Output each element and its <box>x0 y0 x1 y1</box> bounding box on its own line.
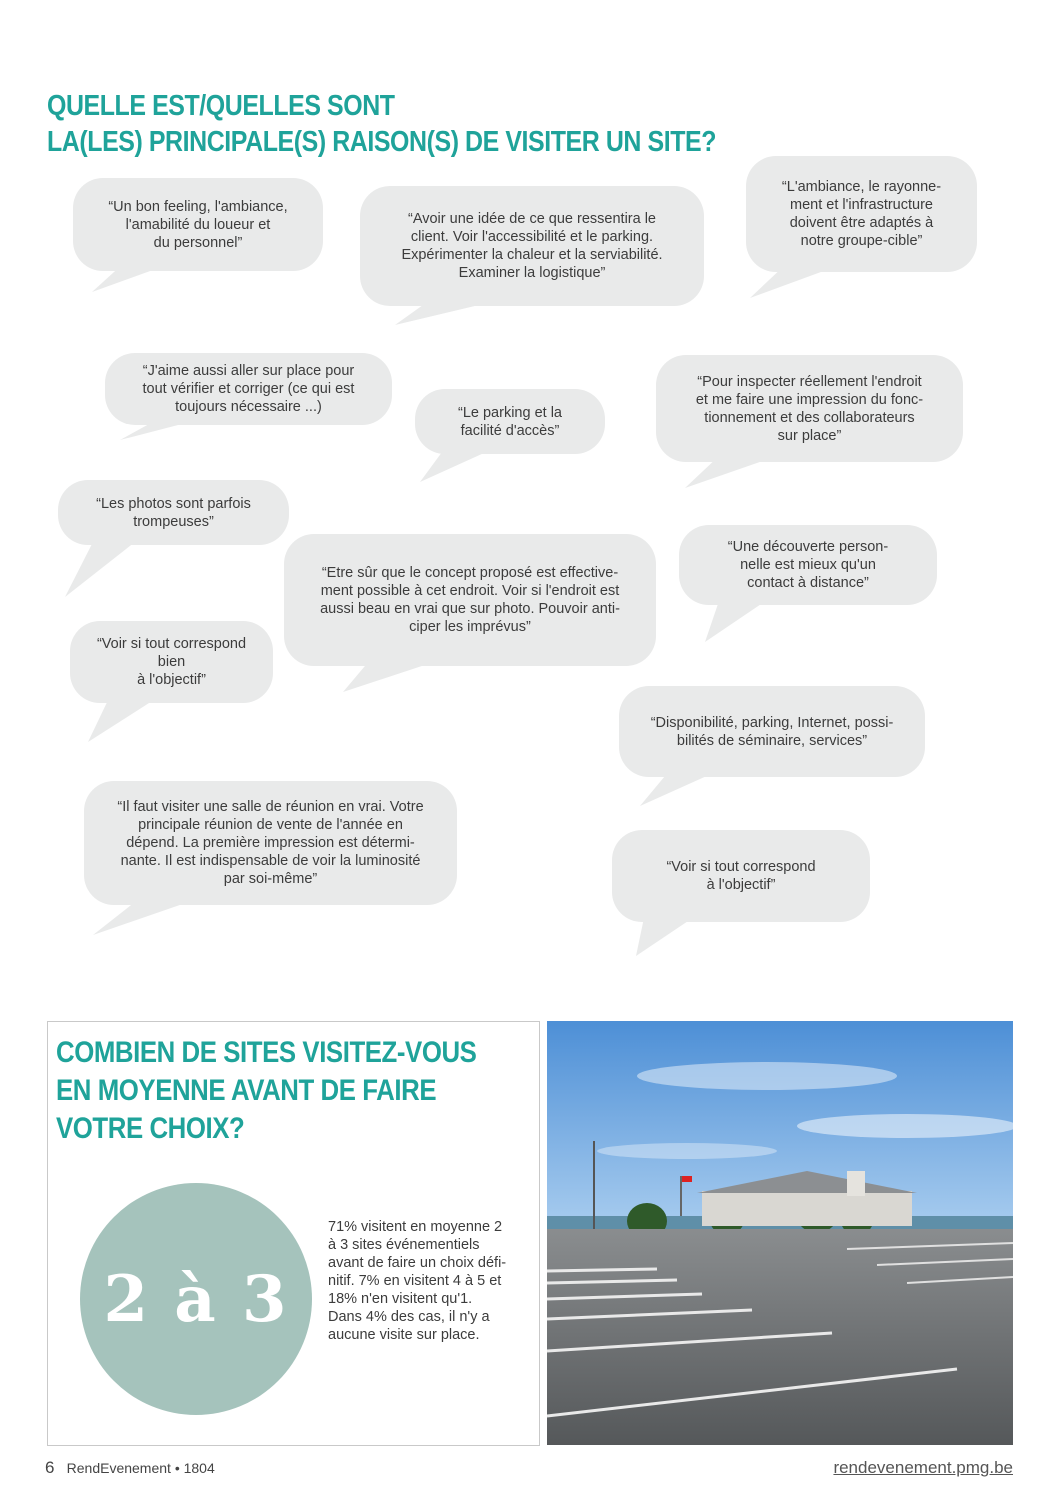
page-number: 6 <box>45 1458 55 1477</box>
sites-visited-box <box>47 1021 540 1446</box>
page-title-line-1: QUELLE EST/QUELLES SONT <box>47 90 395 122</box>
page-title-line-2: LA(LES) PRINCIPALE(S) RAISON(S) DE VISITER UN SITE? <box>47 126 717 158</box>
website-link[interactable]: rendevenement.pmg.be <box>833 1458 1013 1477</box>
quote-bubble-6: “Pour inspecter réellement l'endroit et me faire une impression du fonc- tionnement et des collaborateurs sur place” <box>656 355 963 462</box>
parking-lot-photo <box>547 1021 1013 1445</box>
quote-bubble-7: “Les photos sont parfois trompeuses” <box>58 480 289 545</box>
stat-text: 71% visitent en moyenne 2 à 3 sites événementiels avant de faire un choix défi- nitif. 7% en visitent 4 à 5 et 18% n'en visitent qu'1. Dans 4% des cas, il n'y a aucune visite sur place. <box>328 1219 507 1343</box>
quote-bubble-4: “J'aime aussi aller sur place pour tout vérifier et corriger (ce qui est toujours nécessaire ...) <box>105 353 392 425</box>
quote-bubble-10: “Voir si tout correspond bien à l'objectif” <box>70 621 273 703</box>
quote-bubble-2: “Avoir une idée de ce que ressentira le client. Voir l'accessibilité et le parking. Expérimenter la chaleur et la serviabilité. Examiner la logistique” <box>360 186 704 306</box>
big-number: 2 à 3 <box>103 1261 289 1337</box>
quote-bubble-5: “Le parking et la facilité d'accès” <box>415 389 605 454</box>
quote-bubble-11: “Disponibilité, parking, Internet, possi- bilités de séminaire, services” <box>619 686 925 777</box>
quote-bubble-3: “L'ambiance, le rayonne- ment et l'infrastructure doivent être adaptés à notre groupe-cible” <box>746 156 977 272</box>
footer-left <box>45 1458 215 1478</box>
section-title: COMBIEN DE SITES VISITEZ-VOUS EN MOYENNE AVANT DE FAIRE VOTRE CHOIX? <box>56 1036 477 1145</box>
quote-bubble-13: “Voir si tout correspond à l'objectif” <box>612 830 870 922</box>
quote-bubble-9: “Une découverte person- nelle est mieux qu'un contact à distance” <box>679 525 937 605</box>
big-number-circle <box>80 1183 312 1415</box>
magazine-issue: RendEvenement • 1804 <box>66 1460 215 1476</box>
quote-bubble-1: “Un bon feeling, l'ambiance, l'amabilité du loueur et du personnel” <box>73 178 323 271</box>
quote-bubble-8: “Etre sûr que le concept proposé est effective- ment possible à cet endroit. Voir si l'endroit est aussi beau en vrai que sur photo. Pouvoir anti- ciper les imprévus” <box>284 534 656 666</box>
quote-bubble-12: “Il faut visiter une salle de réunion en vrai. Votre principale réunion de vente de l'année en dépend. La première impression est détermi- nante. Il est indispensable de voir la luminosité par soi-même” <box>84 781 457 905</box>
